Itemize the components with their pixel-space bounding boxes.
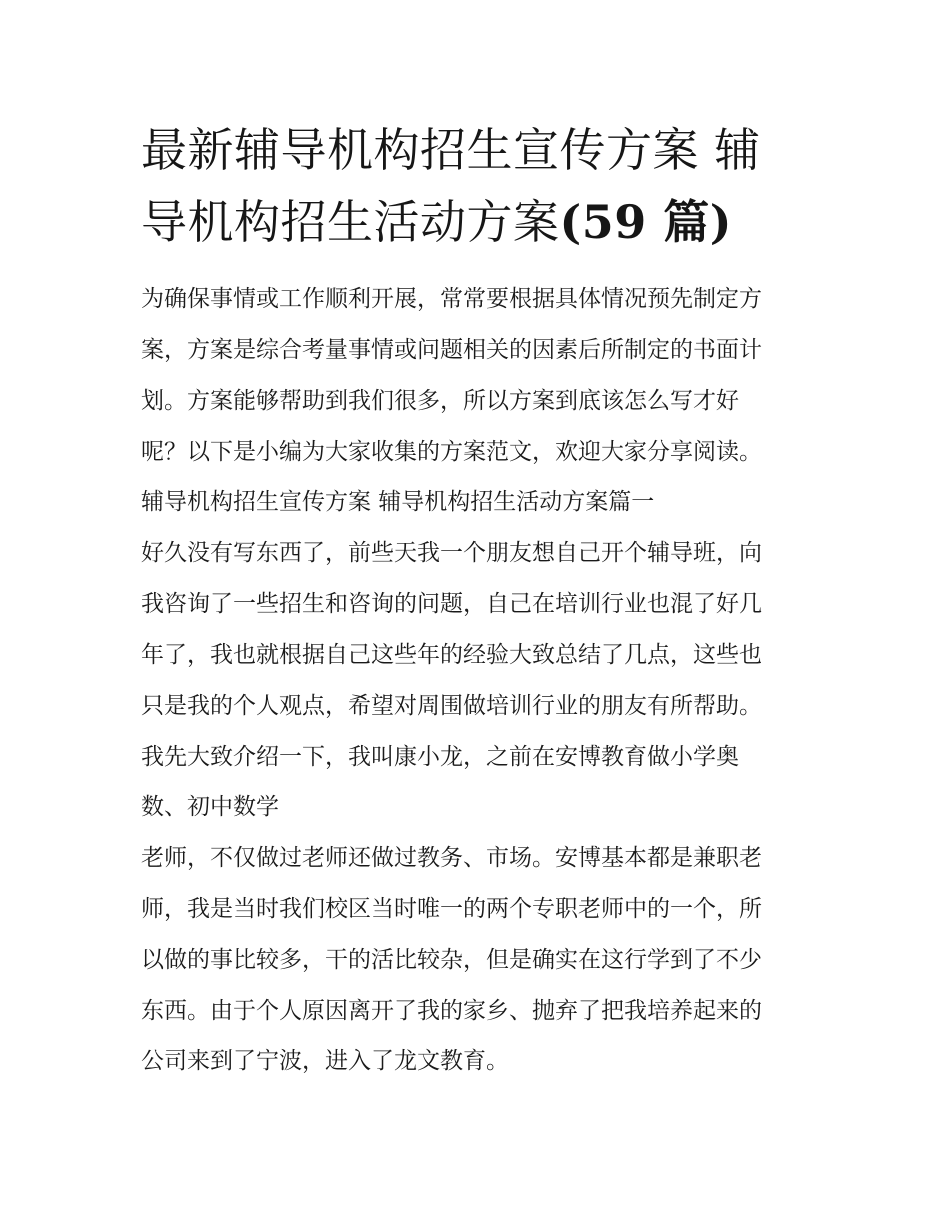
paragraph-line: 公司来到了宁波，进入了龙文教育。: [141, 1048, 509, 1074]
paragraph-line: 只是我的个人观点，希望对周围做培训行业的朋友有所帮助。: [141, 693, 762, 719]
paragraph-line: 我先大致介绍一下，我叫康小龙，之前在安博教育做小学奥: [141, 744, 739, 770]
paragraph-line: 老师，不仅做过老师还做过教务、市场。安博基本都是兼职老: [141, 845, 762, 871]
paragraph-line: 数、初中数学: [141, 794, 279, 820]
paragraph-line: 呢？以下是小编为大家收集的方案范文，欢迎大家分享阅读。: [141, 439, 762, 465]
paragraph-line: 我咨询了一些招生和咨询的问题，自己在培训行业也混了好几: [141, 591, 762, 617]
paragraph-line: 以做的事比较多，干的活比较杂，但是确实在这行学到了不少: [141, 947, 762, 973]
section-heading: 辅导机构招生宣传方案 辅导机构招生活动方案篇一: [141, 489, 655, 515]
paragraph-line: 东西。由于个人原因离开了我的家乡、抛弃了把我培养起来的: [141, 998, 762, 1024]
paragraph-line: 年了，我也就根据自己这些年的经验大致总结了几点，这些也: [141, 642, 762, 668]
paragraph-line: 案，方案是综合考量事情或问题相关的因素后所制定的书面计: [141, 337, 762, 363]
paragraph-line: 划。方案能够帮助到我们很多，所以方案到底该怎么写才好: [141, 388, 739, 414]
title-count: (59 篇): [559, 195, 733, 249]
paragraph-line: 师，我是当时我们校区当时唯一的两个专职老师中的一个，所: [141, 896, 762, 922]
paragraph-line: 为确保事情或工作顺利开展，常常要根据具体情况预先制定方: [141, 286, 762, 312]
paragraph-line: 好久没有写东西了，前些天我一个朋友想自己开个辅导班，向: [141, 540, 762, 566]
title-line-2: 导机构招生活动方案: [141, 195, 560, 249]
document-title: [141, 114, 841, 258]
title-line-1: 最新辅导机构招生宣传方案 辅: [141, 123, 761, 177]
